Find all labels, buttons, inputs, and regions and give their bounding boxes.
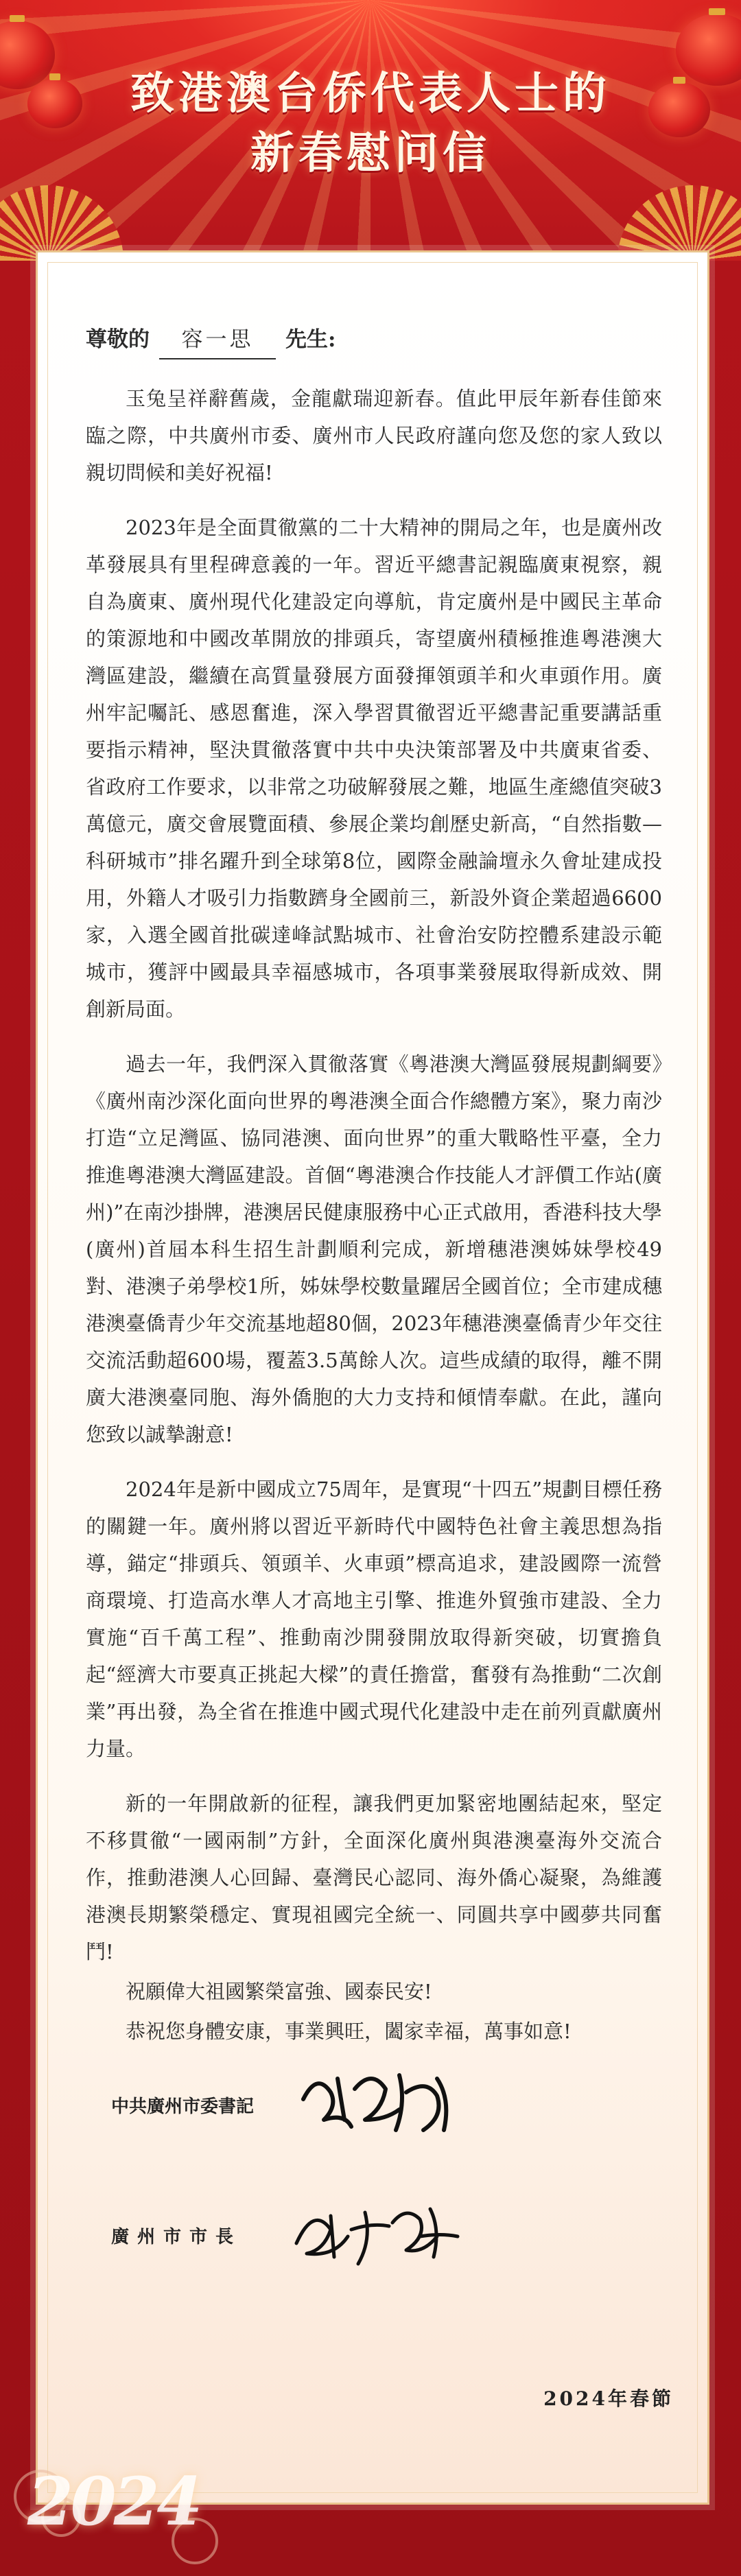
signatory-row [84, 2182, 660, 2312]
signature-block [84, 2051, 660, 2312]
signature-guo-yonghang [290, 2051, 468, 2147]
paragraph-wish-country: 祝願偉大祖國繁榮富強、國泰民安! [126, 1980, 432, 2003]
letter-body [86, 321, 662, 2053]
title-line-1: 致港澳台侨代表人士的 [130, 68, 611, 119]
paragraph-2024-plan: 2024年是新中國成立75周年，是實現“十四五”規劃目標任務的關鍵一年。廣州將以習近平新時代中國特色社會主義思想為指導，錨定“排頭兵、領頭羊、火車頭”標高追求，建設國際一流營商環境、打造高水準人才高地主引擎、推進外貿強市建設、全力實施“百千萬工程”、推動南沙開發開放取得新突破，切實擔負起“經濟大市要真正挑起大樑”的責任擔當，奮發有為推動“二次創業”再出發，為全省在推進中國式現代化建設中走在前列貢獻廣州力量。 [86, 1478, 662, 1760]
signatory-title: 中共廣州市委書記 [111, 2096, 255, 2117]
paragraph-new-journey: 新的一年開啟新的征程，讓我們更加緊密地團結起來，堅定不移貫徹“一國兩制”方針，全面深化廣州與港澳臺海外交流合作，推動港澳人心回歸、臺灣民心認同、海外僑心凝聚，為維護港澳長期繁榮穩定、實現祖國完全統一、同圓共享中國夢共同奮鬥! [86, 1792, 662, 1963]
title-line-2: 新春慰问信 [250, 128, 491, 179]
salutation-suffix: 先生: [285, 327, 336, 352]
salutation [86, 321, 662, 359]
letter-date: 2024年春節 [543, 2387, 674, 2410]
paragraph-greeting: 玉兔呈祥辭舊歲，金龍獻瑞迎新春。值此甲辰年新春佳節來臨之際，中共廣州市委、廣州市人民政府謹向您及您的家人致以親切問候和美好祝福! [86, 387, 662, 484]
header-banner [0, 0, 741, 261]
recipient-name: 容一思 [159, 321, 276, 359]
signatory-row [84, 2051, 660, 2182]
paragraph-2023-review: 2023年是全面貫徹黨的二十大精神的開局之年，也是廣州改革發展具有里程碑意義的一年。習近平總書記親臨廣東視察，親自為廣東、廣州現代化建設定向導航，肯定廣州是中國民主革命的策源地和中國改革開放的排頭兵，寄望廣州積極推進粵港澳大灣區建設，繼續在高質量發展方面發揮領頭羊和火車頭作用。廣州牢記囑託、感恩奮進，深入學習貫徹習近平總書記重要講話重要指示精神，堅決貫徹落實中共中央決策部署及中共廣東省委、省政府工作要求，以非常之功破解發展之難，地區生產總值突破3萬億元，廣交會展覽面積、參展企業均創歷史新高，“自然指數—科研城市”排名躍升到全球第8位，國際金融論壇永久會址建成投用，外籍人才吸引力指數躋身全國前三，新設外資企業超過6600家，入選全國首批碳達峰試點城市、社會治安防控體系建設示範城市，獲評中國最具幸福感城市，各項事業發展取得新成效、開創新局面。 [86, 516, 662, 1021]
signatory-title: 廣州市市長 [111, 2227, 242, 2247]
page-title [0, 65, 741, 185]
year-2024-art: 2024 [27, 2463, 200, 2540]
paragraph-wish-personal: 恭祝您身體安康，事業興旺，闔家幸福，萬事如意! [126, 2020, 572, 2043]
signature-sun-zhiyang [290, 2182, 468, 2278]
paragraph-bay-area: 過去一年，我們深入貫徹落實《粵港澳大灣區發展規劃綱要》《廣州南沙深化面向世界的粵港澳全面合作總體方案》，聚力南沙打造“立足灣區、協同港澳、面向世界”的重大戰略性平臺，全力推進粵港澳大灣區建設。首個“粵港澳合作技能人才評價工作站(廣州)”在南沙掛牌，港澳居民健康服務中心正式啟用，香港科技大學(廣州)首屆本科生招生計劃順利完成，新增穗港澳姊妹學校49對、港澳子弟學校1所，姊妹學校數量躍居全國首位；全市建成穗港澳臺僑青少年交流基地超80個，2023年穗港澳臺僑青少年交往交流活動超600場，覆蓋3.5萬餘人次。這些成績的取得，離不開廣大港澳臺同胞、海外僑胞的大力支持和傾情奉獻。在此，謹向您致以誠摯謝意! [86, 1052, 662, 1446]
salutation-prefix: 尊敬的 [86, 327, 150, 352]
